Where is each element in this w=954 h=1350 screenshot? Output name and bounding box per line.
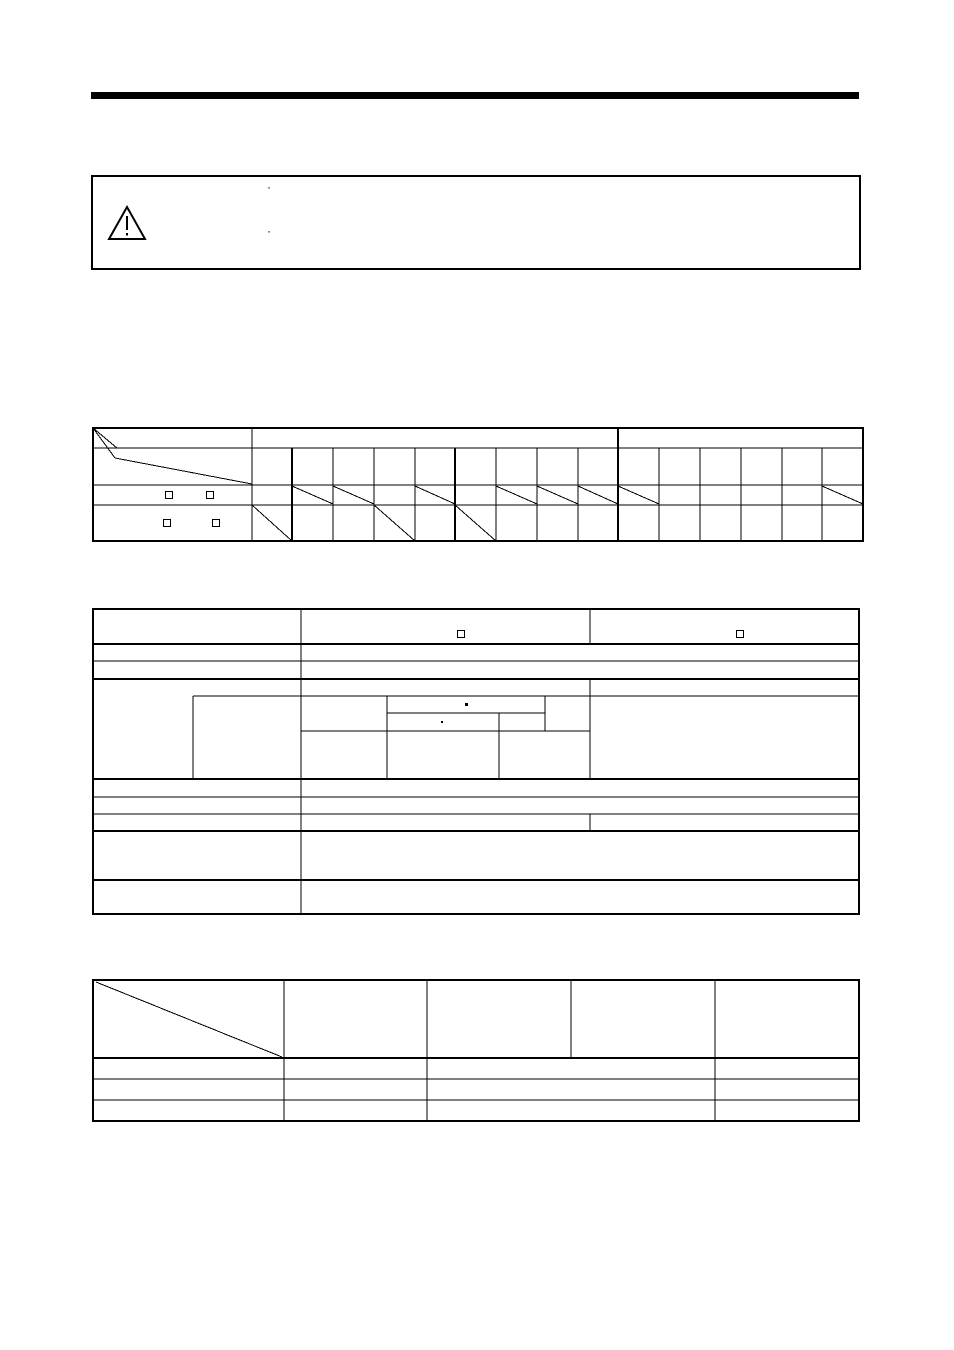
- caution-bullet-2: ·: [267, 224, 271, 238]
- caution-bullet-1: ·: [267, 180, 271, 194]
